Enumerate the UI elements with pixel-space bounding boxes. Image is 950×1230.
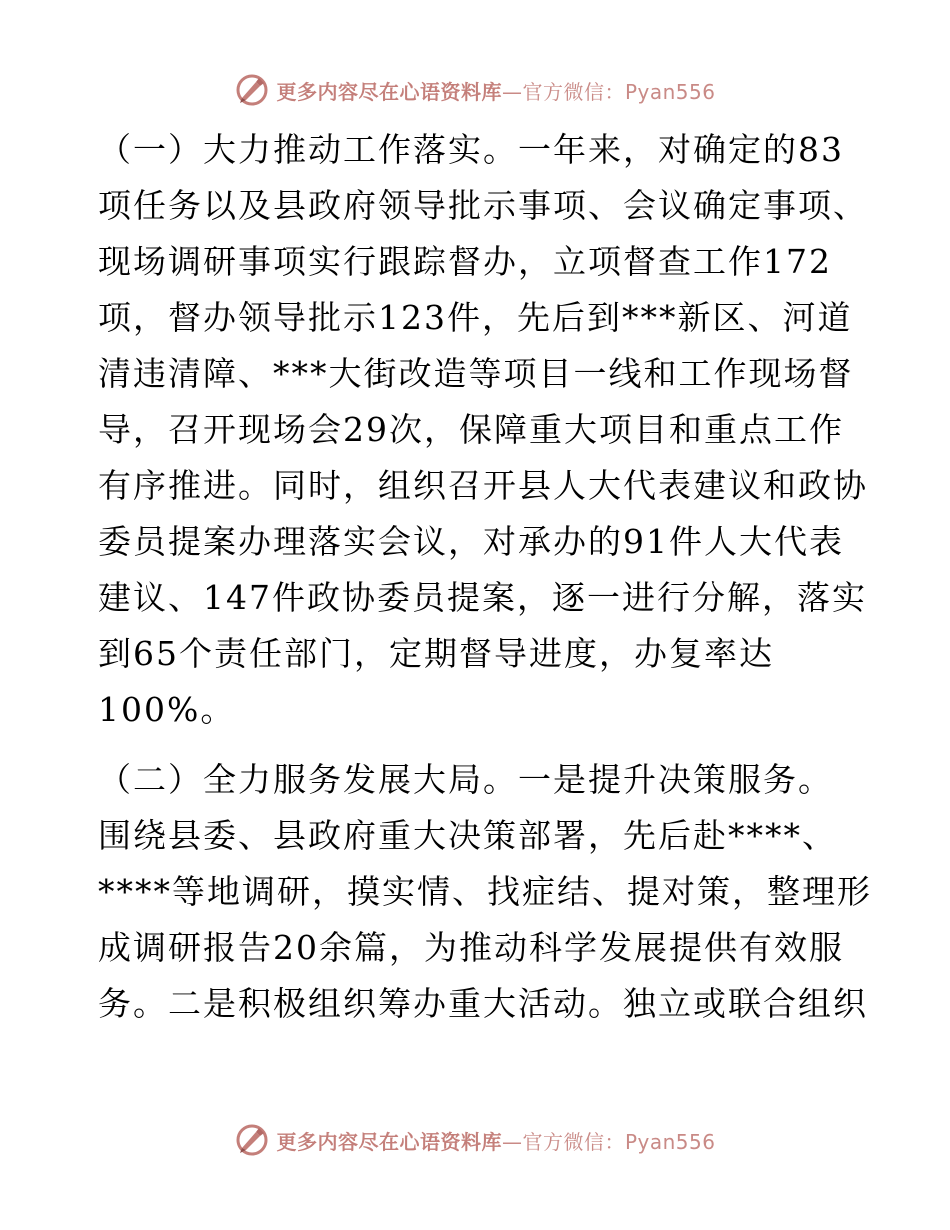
text-line: ****等地调研，摸实情、找症结、提对策，整理形 bbox=[98, 872, 872, 911]
watermark-separator: — bbox=[501, 1129, 523, 1154]
text-line: 项，督办领导批示123件，先后到***新区、河道 bbox=[98, 298, 853, 337]
watermark-banner-bottom bbox=[0, 1120, 950, 1160]
watermark-contact: 官方微信：Pyan556 bbox=[522, 79, 716, 104]
text-line: 导，召开现场会29次，保障重大项目和重点工作 bbox=[98, 410, 844, 449]
watermark-text bbox=[276, 76, 715, 105]
text-line: 有序推进。同时，组织召开县人大代表建议和政协 bbox=[98, 466, 868, 505]
watermark-main: 更多内容尽在心语资料库 bbox=[276, 1129, 502, 1154]
paragraph-work-implementation bbox=[98, 122, 868, 738]
text-line: 建议、147件政协委员提案，逐一进行分解，落实 bbox=[98, 578, 867, 617]
text-line: 100%。 bbox=[98, 690, 236, 729]
text-line: 到65个责任部门，定期督导进度，办复率达 bbox=[98, 634, 774, 673]
text-line: （二）全力服务发展大局。一是提升决策服务。 bbox=[98, 760, 833, 799]
text-line: 围绕县委、县政府重大决策部署，先后赴****、 bbox=[98, 816, 837, 855]
text-line: （一）大力推动工作落实。一年来，对确定的83 bbox=[98, 130, 844, 169]
pen-circle-logo-icon bbox=[234, 1122, 270, 1158]
text-line: 现场调研事项实行跟踪督办，立项督查工作172 bbox=[98, 242, 832, 281]
text-line: 务。二是积极组织筹办重大活动。独立或联合组织 bbox=[98, 984, 868, 1023]
text-line: 委员提案办理落实会议，对承办的91件人大代表 bbox=[98, 522, 844, 561]
watermark-banner-top bbox=[0, 70, 950, 110]
pen-circle-logo-icon bbox=[234, 72, 270, 108]
text-line: 成调研报告20余篇，为推动科学发展提供有效服 bbox=[98, 928, 844, 967]
watermark-contact: 官方微信：Pyan556 bbox=[522, 1129, 716, 1154]
watermark-separator: — bbox=[501, 79, 523, 104]
text-line: 清违清障、***大街改造等项目一线和工作现场督 bbox=[98, 354, 854, 393]
paragraph-serve-development bbox=[98, 752, 872, 1032]
watermark-text bbox=[276, 1126, 715, 1155]
watermark-main: 更多内容尽在心语资料库 bbox=[276, 79, 502, 104]
text-line: 项任务以及县政府领导批示事项、会议确定事项、 bbox=[98, 186, 868, 225]
